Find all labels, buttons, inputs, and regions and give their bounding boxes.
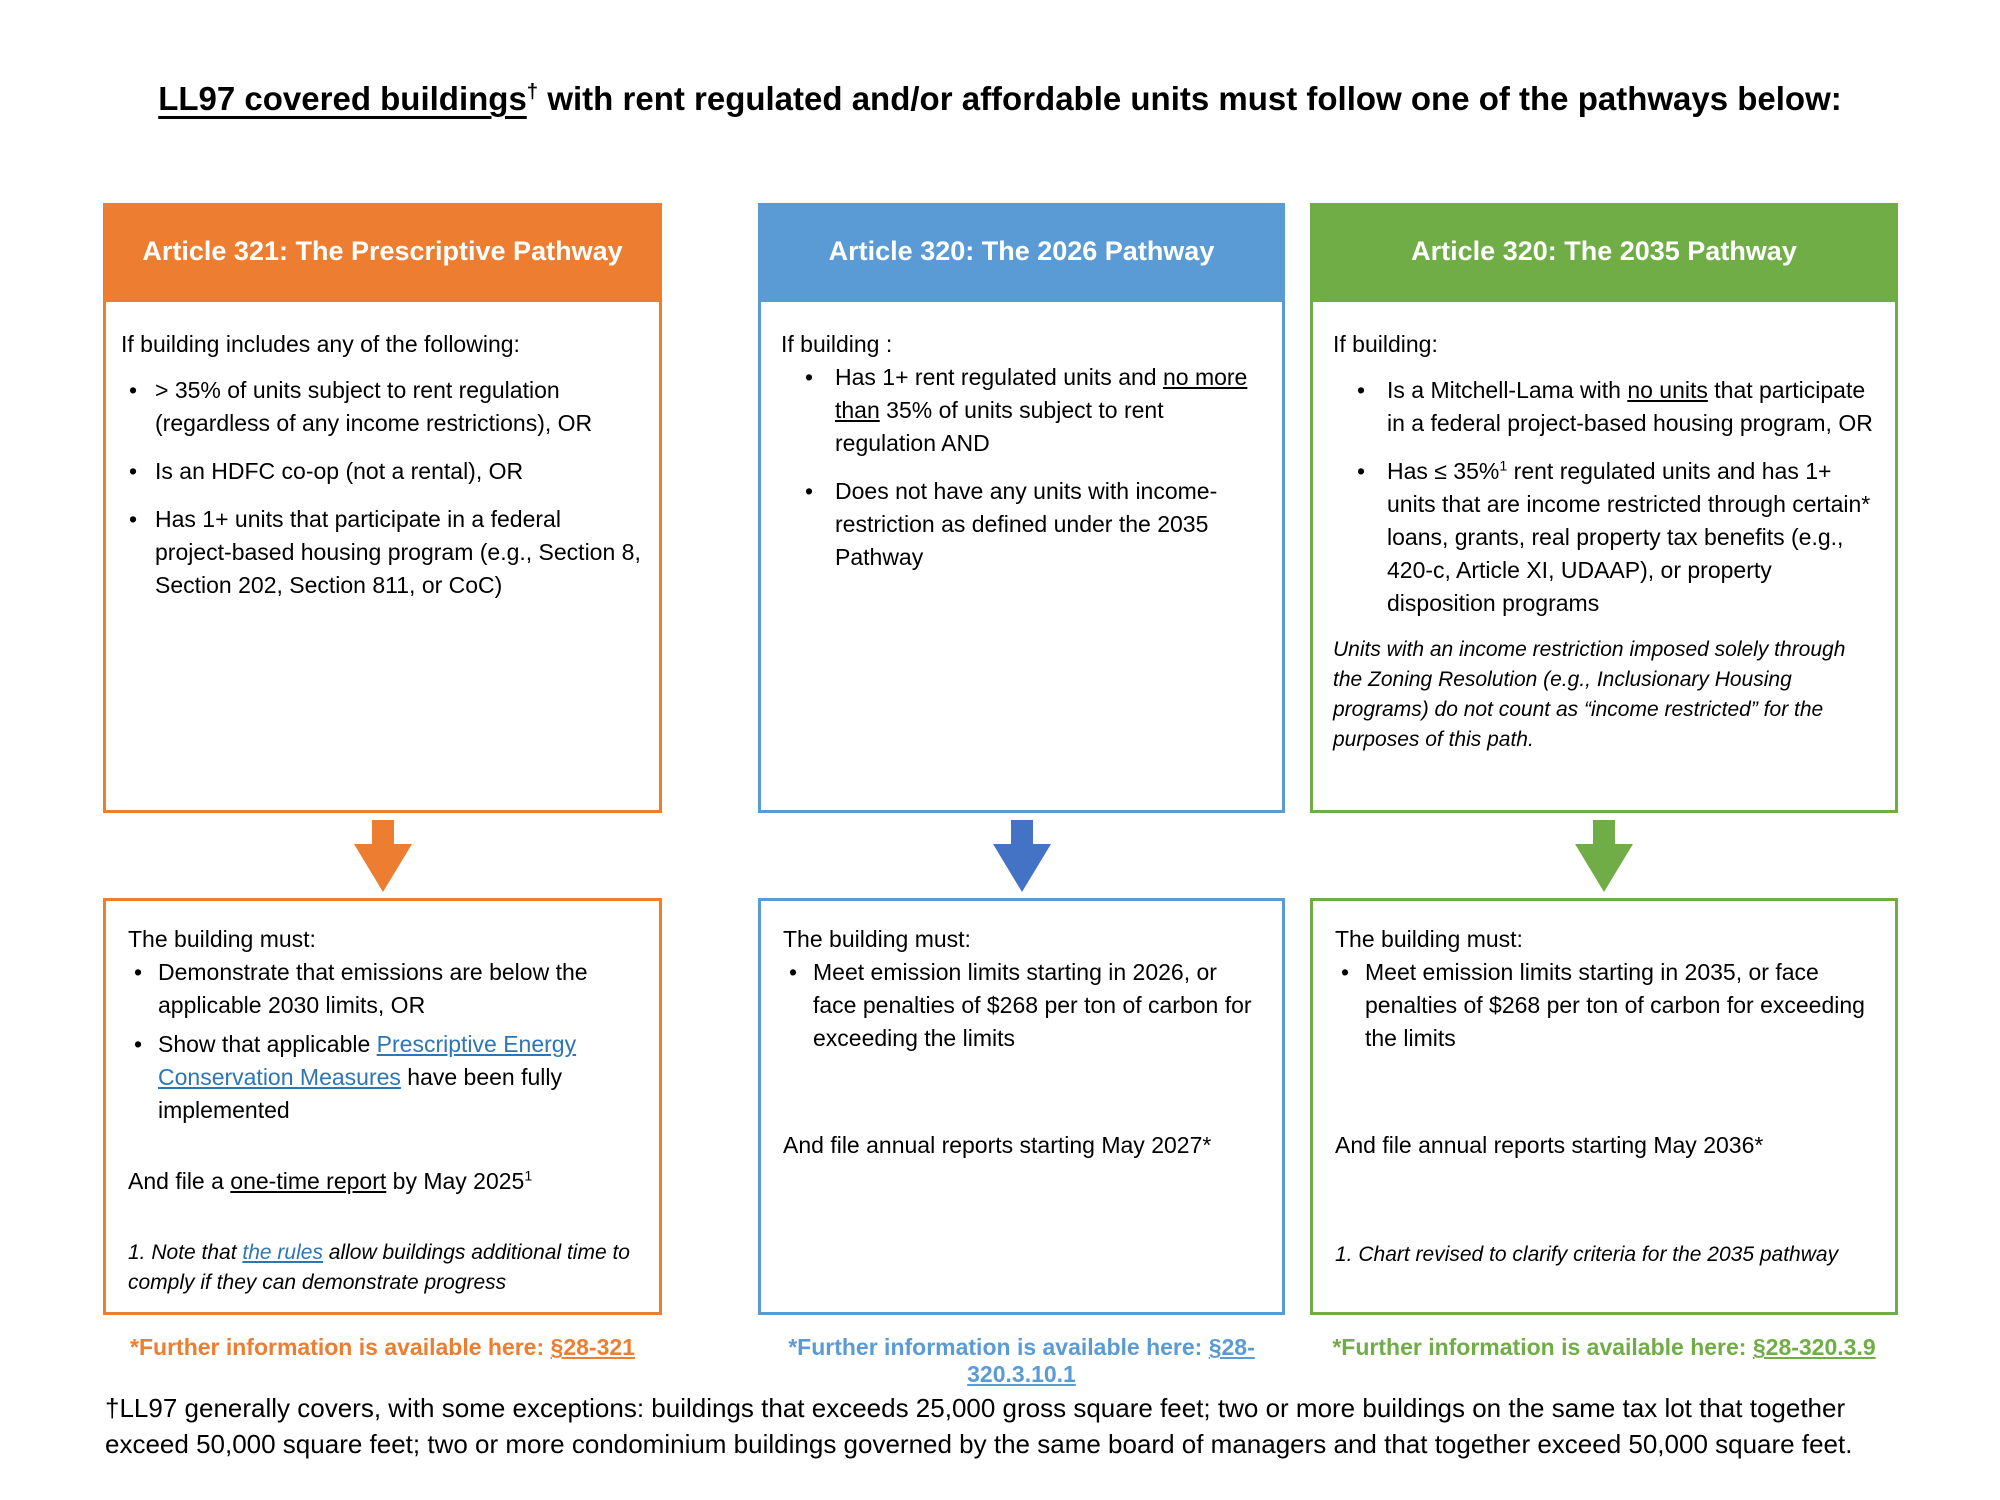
section-28-320-3-10-1-link[interactable]: §28-320.3.10.1 — [967, 1334, 1255, 1387]
down-arrow-icon — [993, 820, 1051, 892]
requirements-intro: The building must: — [783, 926, 971, 952]
text-segment: And file a — [128, 1168, 231, 1194]
text-segment: allow buildings additional time to comply if they can demonstrate progress — [128, 1241, 630, 1294]
requirements-bullet — [1335, 956, 1877, 1055]
text-segment: no more than — [835, 364, 1248, 423]
filing-requirement — [783, 1129, 1264, 1162]
criteria-intro: If building: — [1333, 331, 1438, 357]
criteria-bullet-list — [781, 361, 1264, 574]
text-segment: 1. Chart revised to clarify criteria for the 2035 pathway — [1335, 1243, 1839, 1266]
criteria-note: Units with an income restriction imposed solely through the Zoning Resolution (e.g., Inclusionary Housing programs) do not count as “income restricted” for the purposes of this path. — [1333, 638, 1846, 751]
section-28-320-3-9-link[interactable]: §28-320.3.9 — [1752, 1334, 1876, 1360]
text-segment: have been fully implemented — [158, 1064, 563, 1123]
text-segment: no units — [1627, 377, 1708, 403]
requirements-bullet — [783, 956, 1264, 1055]
criteria-intro: If building : — [781, 331, 893, 357]
text-segment: And file annual reports starting May 2027* — [783, 1132, 1212, 1158]
requirements-bullet-list — [128, 956, 641, 1127]
criteria-bullet — [121, 374, 641, 440]
text-segment: Meet emission limits starting in 2026, or face penalties of $268 per ton of carbon for exceeding the limits — [813, 959, 1252, 1051]
criteria-intro: If building includes any of the following: — [121, 331, 520, 357]
requirements-box-2035 — [1310, 898, 1898, 1315]
text-segment: Does not have any units with income-restriction as defined under the 2035 Pathway — [835, 478, 1218, 570]
text-segment: Has ≤ 35% — [1387, 458, 1500, 484]
requirements-bullet-list — [783, 956, 1264, 1055]
text-segment: 35% of units subject to rent regulation AND — [835, 397, 1164, 456]
filing-requirement — [128, 1165, 641, 1198]
text-segment: † — [526, 80, 539, 103]
requirements-box-2026 — [758, 898, 1285, 1315]
criteria-bullet-list — [121, 374, 641, 602]
text-segment: 1 — [524, 1168, 533, 1185]
requirements-footnote — [1335, 1240, 1877, 1270]
text-segment: with rent regulated and/or affordable units must follow one of the pathways below: — [538, 80, 1842, 117]
criteria-bullet — [121, 455, 641, 488]
criteria-bullet — [1333, 455, 1877, 620]
text-segment: LL97 covered buildings — [158, 80, 527, 117]
criteria-box-2035 — [1310, 299, 1898, 813]
pathway-header-prescriptive: Article 321: The Prescriptive Pathway — [103, 203, 662, 299]
text-segment: Is an HDFC co-op (not a rental), OR — [155, 458, 524, 484]
criteria-box-prescriptive — [103, 299, 662, 813]
requirements-bullet — [128, 956, 641, 1022]
criteria-bullet — [781, 475, 1264, 574]
text-segment: 1. Note that — [128, 1241, 243, 1264]
pathway-header-2026: Article 320: The 2026 Pathway — [758, 203, 1285, 299]
down-arrow-icon — [1575, 820, 1633, 892]
pathway-column-prescriptive — [103, 0, 662, 1500]
criteria-bullet — [1333, 374, 1877, 440]
text-segment: rent regulated units and has 1+ units that are income restricted through certain* loans, grants, real property tax benefits (e.g., 420-c, Article XI, UDAAP), or property disposition programs — [1387, 458, 1871, 616]
pathway-header-2035: Article 320: The 2035 Pathway — [1310, 203, 1898, 299]
text-segment: Has 1+ rent regulated units and — [835, 364, 1163, 390]
text-segment: Show that applicable — [158, 1031, 377, 1057]
further-info-2035 — [1310, 1334, 1898, 1361]
requirements-intro: The building must: — [128, 926, 316, 952]
further-info-prescriptive — [103, 1334, 662, 1361]
text-segment: *Further information is available here: — [788, 1334, 1209, 1360]
text-segment: by May 2025 — [386, 1168, 525, 1194]
text-segment: > 35% of units subject to rent regulation (regardless of any income restrictions), OR — [155, 377, 593, 436]
requirements-bullet — [128, 1028, 641, 1127]
requirements-footnote — [128, 1238, 641, 1298]
text-segment: 1 — [1499, 458, 1508, 475]
the-rules-link[interactable]: the rules — [242, 1241, 323, 1264]
section-28-321-link[interactable]: §28-321 — [550, 1334, 635, 1360]
text-segment: Demonstrate that emissions are below the applicable 2030 limits, OR — [158, 959, 588, 1018]
text-segment: that participate in a federal project-based housing program, OR — [1387, 377, 1873, 436]
text-segment: And file annual reports starting May 2036* — [1335, 1132, 1764, 1158]
pathway-column-2035 — [1310, 0, 1898, 1500]
requirements-intro: The building must: — [1335, 926, 1523, 952]
pathway-column-2026 — [758, 0, 1285, 1500]
prescriptive-energy-conservation-measures-link[interactable]: Prescriptive Energy Conservation Measures — [158, 1031, 577, 1090]
criteria-bullet — [781, 361, 1264, 460]
criteria-box-2026 — [758, 299, 1285, 813]
further-info-2026 — [758, 1334, 1285, 1388]
filing-requirement — [1335, 1129, 1877, 1162]
text-segment: *Further information is available here: — [1332, 1334, 1753, 1360]
requirements-bullet-list — [1335, 956, 1877, 1055]
down-arrow-icon — [354, 820, 412, 892]
criteria-bullet-list — [1333, 374, 1877, 620]
requirements-box-prescriptive — [103, 898, 662, 1315]
text-segment: Is a Mitchell-Lama with — [1387, 377, 1628, 403]
text-segment: one-time report — [230, 1168, 387, 1194]
text-segment: Has 1+ units that participate in a federal project-based housing program (e.g., Section 8, Section 202, Section 811, or CoC) — [155, 506, 641, 598]
text-segment: Meet emission limits starting in 2035, or face penalties of $268 per ton of carbon for exceeding the limits — [1365, 959, 1865, 1051]
criteria-bullet — [121, 503, 641, 602]
coverage-footnote: †LL97 generally covers, with some exceptions: buildings that exceeds 25,000 gross square feet; two or more buildings on the same tax lot that together exceed 50,000 square feet; two or more condominium buildings governed by the same board of managers and that together exceed 50,000 square feet. — [105, 1393, 1853, 1459]
text-segment: *Further information is available here: — [130, 1334, 551, 1360]
